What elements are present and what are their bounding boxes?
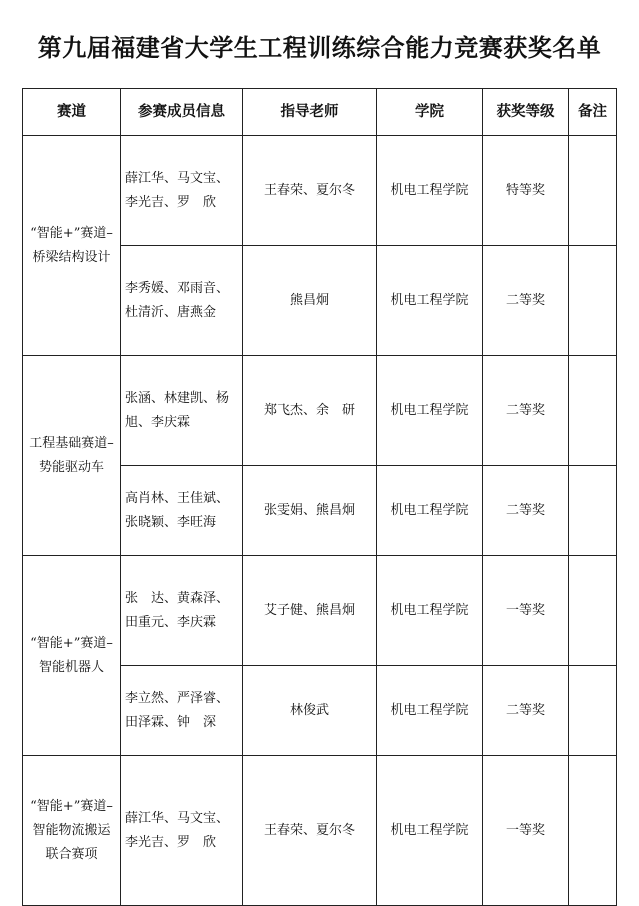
- member-line: 田重元、李庆霖: [125, 614, 217, 630]
- track-cell: [23, 556, 121, 756]
- teacher-cell: 林俊武: [243, 666, 377, 756]
- track-line: 智能物流搬运: [32, 822, 111, 838]
- track-line: 联合赛项: [45, 846, 98, 862]
- member-line: 李光吉、罗 欣: [125, 194, 217, 210]
- members-cell: [121, 466, 243, 556]
- members-cell: [121, 556, 243, 666]
- teacher-cell: 熊昌炯: [243, 246, 377, 356]
- table-row: [23, 136, 617, 246]
- member-line: 杜清沂、唐燕金: [125, 304, 217, 320]
- header-members: 参赛成员信息: [121, 89, 243, 136]
- track-cell: [23, 756, 121, 906]
- award-cell: 二等奖: [483, 246, 569, 356]
- college-cell: 机电工程学院: [377, 136, 483, 246]
- header-note: 备注: [569, 89, 617, 136]
- note-cell: [569, 356, 617, 466]
- award-table: [22, 88, 617, 906]
- member-line: 旭、李庆霖: [125, 414, 191, 430]
- college-cell: 机电工程学院: [377, 356, 483, 466]
- award-cell: 特等奖: [483, 136, 569, 246]
- track-line: 智能机器人: [38, 659, 104, 675]
- teacher-cell: 郑飞杰、余 研: [243, 356, 377, 466]
- member-line: 张 达、黄森泽、: [125, 590, 230, 606]
- track-line: “智能+”赛道–: [30, 225, 113, 241]
- teacher-cell: 王春荣、夏尔冬: [243, 136, 377, 246]
- header-college: 学院: [377, 89, 483, 136]
- member-line: 张涵、林建凯、杨: [125, 390, 230, 406]
- track-cell: [23, 356, 121, 556]
- award-cell: 一等奖: [483, 556, 569, 666]
- table-row: [23, 756, 617, 906]
- award-cell: 二等奖: [483, 466, 569, 556]
- table-row: [23, 356, 617, 466]
- note-cell: [569, 246, 617, 356]
- track-cell: [23, 136, 121, 356]
- member-line: 张晓颖、李旺海: [125, 514, 217, 530]
- members-cell: [121, 356, 243, 466]
- header-track: 赛道: [23, 89, 121, 136]
- member-line: 李秀媛、邓雨音、: [125, 280, 230, 296]
- header-award: 获奖等级: [483, 89, 569, 136]
- track-line: “智能+”赛道–: [30, 635, 113, 651]
- member-line: 田泽霖、钟 深: [125, 714, 217, 730]
- member-line: 李光吉、罗 欣: [125, 834, 217, 850]
- members-cell: [121, 246, 243, 356]
- award-cell: 二等奖: [483, 666, 569, 756]
- track-line: 桥梁结构设计: [32, 249, 111, 265]
- member-line: 高肖林、王佳斌、: [125, 490, 230, 506]
- note-cell: [569, 466, 617, 556]
- table-row: [23, 556, 617, 666]
- note-cell: [569, 136, 617, 246]
- award-cell: 一等奖: [483, 756, 569, 906]
- track-line: “智能+”赛道–: [30, 798, 113, 814]
- page-title: 第九届福建省大学生工程训练综合能力竞赛获奖名单: [37, 33, 602, 62]
- members-cell: [121, 136, 243, 246]
- member-line: 薛江华、马文宝、: [125, 810, 230, 826]
- members-cell: [121, 666, 243, 756]
- college-cell: 机电工程学院: [377, 756, 483, 906]
- college-cell: 机电工程学院: [377, 246, 483, 356]
- teacher-cell: 张雯娟、熊昌炯: [243, 466, 377, 556]
- member-line: 薛江华、马文宝、: [125, 170, 230, 186]
- header-row: [23, 89, 617, 136]
- member-line: 李立然、严泽睿、: [125, 690, 230, 706]
- header-teacher: 指导老师: [243, 89, 377, 136]
- members-cell: [121, 756, 243, 906]
- college-cell: 机电工程学院: [377, 466, 483, 556]
- college-cell: 机电工程学院: [377, 666, 483, 756]
- track-line: 工程基础赛道–: [29, 435, 114, 451]
- award-cell: 二等奖: [483, 356, 569, 466]
- track-line: 势能驱动车: [38, 459, 104, 475]
- college-cell: 机电工程学院: [377, 556, 483, 666]
- note-cell: [569, 666, 617, 756]
- teacher-cell: 艾子健、熊昌炯: [243, 556, 377, 666]
- note-cell: [569, 756, 617, 906]
- note-cell: [569, 556, 617, 666]
- teacher-cell: 王春荣、夏尔冬: [243, 756, 377, 906]
